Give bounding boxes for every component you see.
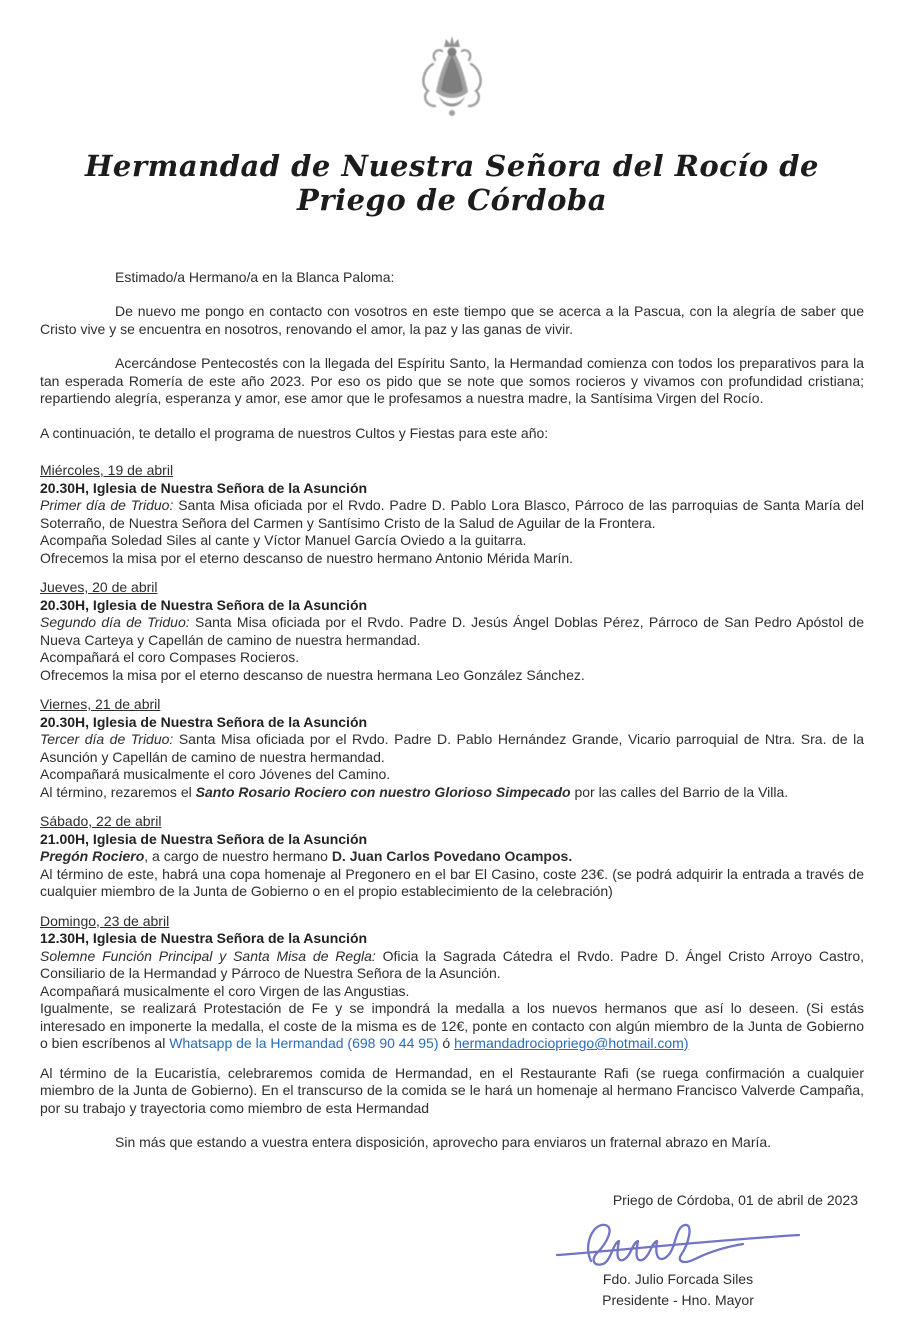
salutation: Estimado/a Hermano/a en la Blanca Paloma: [115,268,395,285]
virgen-del-rocio-emblem-icon [415,34,489,120]
event-line: Acompañará musicalmente el coro Virgen de las Angustias. [40,982,410,999]
event-block-miercoles-19 [40,462,864,567]
triduo-label-segment: Segundo día de Triduo: [40,614,190,630]
event-line [40,614,864,649]
event-time-place: 20.30H, Iglesia de Nuestra Señora de la Asunción [40,596,368,613]
event-block-sabado-22 [40,813,864,901]
text-segment: Igualmente, se realizará Protestación de Fe y se impondrá la medalla a los nuevos hermanos que así lo deseen. (Si estás interesado en imponerte la medalla, el coste de la misma es de 12€, ponte en contacto con algún miembro de la Junta de Gobierno o bien escríbenos al [40,1000,864,1051]
event-line [40,948,864,983]
triduo-label-segment: Primer día de Triduo: [40,497,174,513]
intro-paragraph-1: De nuevo me pongo en contacto con vosotros en este tiempo que se acerca a la Pascua, con la alegría de saber que Cristo vive y se encuentra en nosotros, renovando el amor, la paz y las ganas de vivir. [40,303,864,337]
event-date: Viernes, 21 de abril [40,696,161,712]
pregon-label-segment: Pregón Rociero [40,848,145,864]
funcion-label-segment: Solemne Función Principal y Santa Misa de Regla: [40,947,376,964]
closing-paragraph-2: Sin más que estando a vuestra entera disposición, aprovecho para enviaros un fraternal abrazo en María. [115,1134,772,1150]
event-time-place: 21.00H, Iglesia de Nuestra Señora de la Asunción [40,830,368,847]
event-line [40,784,864,802]
text-segment: Santa Misa oficiada por el Rvdo. Padre D. Pablo Lora Blasco, Párroco de las parroquias de Santa María del Soterraño, de Nuestra Señora del Carmen y Santísimo Cristo de la Salud de Aguilar de la Frontera. [40,497,864,531]
text-segment: Oficia la Sagrada Cátedra el Rvdo. Padre D. Ángel Cristo Arroyo Castro, Consiliario de la Hermandad y Párroco de Nuestra Señora de la Asunción. [40,947,864,981]
event-time-place: 12.30H, Iglesia de Nuestra Señora de la Asunción [40,930,368,946]
event-line: Acompañará el coro Compases Rocieros. [40,649,300,665]
place-date-line: Priego de Córdoba, 01 de abril de 2023 [612,1191,858,1208]
text-segment: Al término, rezaremos el [40,783,196,800]
text-segment: ó [438,1035,455,1051]
text-segment: Santa Misa oficiada por el Rvdo. Padre D. Pablo Hernández Grande, Vicario parroquial de Ntra. Sra. de la Asunción y Capellán de camino de nuestra hermandad. [40,731,864,765]
event-time-place: 20.30H, Iglesia de Nuestra Señora de la Asunción [40,713,368,730]
rosario-highlight-segment: Santo Rosario Rociero con nuestro Glorioso Simpecado [195,783,571,800]
event-line [40,731,864,766]
letter-title: Hermandad de Nuestra Señora del Rocío de Priego de Córdoba [85,148,819,217]
event-line: Acompañará musicalmente el coro Jóvenes del Camino. [40,766,391,782]
signature-block [528,1213,828,1311]
text-segment: por las calles del Barrio de la Villa. [570,783,789,800]
text-segment: , a cargo de nuestro hermano [144,848,332,864]
event-date: Jueves, 20 de abril [40,579,158,595]
triduo-label-segment: Tercer día de Triduo: [40,731,174,747]
intro-paragraph-2: Acercándose Pentecostés con la llegada del Espíritu Santo, la Hermandad comienza con todos los preparativos para la tan esperada Romería de este año 2023. Por eso os pido que se note que somos rocieros y vivamos con profundidad cristiana; repartiendo alegría, esperanza y amor, ese amor que le profesamos a nuestra madre, la Santísima Virgen del Rocío. [40,355,864,406]
program-intro: A continuación, te detallo el programa de nuestros Cultos y Fiestas para este año: [40,424,549,441]
event-line [40,1000,864,1053]
event-line: Al término de este, habrá una copa homenaje al Pregonero en el bar El Casino, coste 23€. (se podrá adquirir la entrada a través de cualquier miembro de la Junta de Gobierno o en el propio establecimiento de la celebración) [40,865,864,899]
event-line: Ofrecemos la misa por el eterno descanso de nuestra hermana Leo González Sánchez. [40,666,585,683]
event-date: Miércoles, 19 de abril [40,462,174,478]
event-block-domingo-23 [40,913,864,1053]
signer-name: Fdo. Julio Forcada Siles [602,1271,754,1287]
event-date: Domingo, 23 de abril [40,912,170,929]
text-segment: Santa Misa oficiada por el Rvdo. Padre D. Jesús Ángel Doblas Pérez, Párroco de San Pedro Apóstol de Nueva Carteya y Capellán de camino de nuestra hermandad. [40,614,864,648]
handwritten-signature [553,1213,803,1271]
signer-role: Presidente - Hno. Mayor [602,1292,754,1308]
event-block-viernes-21 [40,696,864,801]
event-block-jueves-20 [40,579,864,684]
whatsapp-contact-text: Whatsapp de la Hermandad (698 90 44 95) [169,1035,439,1051]
event-date: Sábado, 22 de abril [40,813,162,829]
event-line [40,848,864,866]
event-line [40,497,864,532]
pregonero-name-segment: D. Juan Carlos Povedano Ocampos. [331,848,573,864]
event-line: Ofrecemos la misa por el eterno descanso de nuestro hermano Antonio Mérida Marín. [40,549,574,566]
email-link[interactable]: hermandadrociopriego@hotmail.com) [454,1035,689,1051]
event-line: Acompaña Soledad Siles al cante y Víctor Manuel García Oviedo a la guitarra. [40,532,527,548]
closing-paragraph-1: Al término de la Eucaristía, celebraremos comida de Hermandad, en el Restaurante Rafi (se ruega confirmación a cualquier miembro de la Junta de Gobierno). En el transcurso de la comida se le hará un homenaje al hermano Francisco Valverde Campaña, por su trabajo y trayectoria como miembro de esta Hermandad [40,1064,864,1116]
logo-container [40,34,864,125]
event-time-place: 20.30H, Iglesia de Nuestra Señora de la Asunción [40,479,368,496]
